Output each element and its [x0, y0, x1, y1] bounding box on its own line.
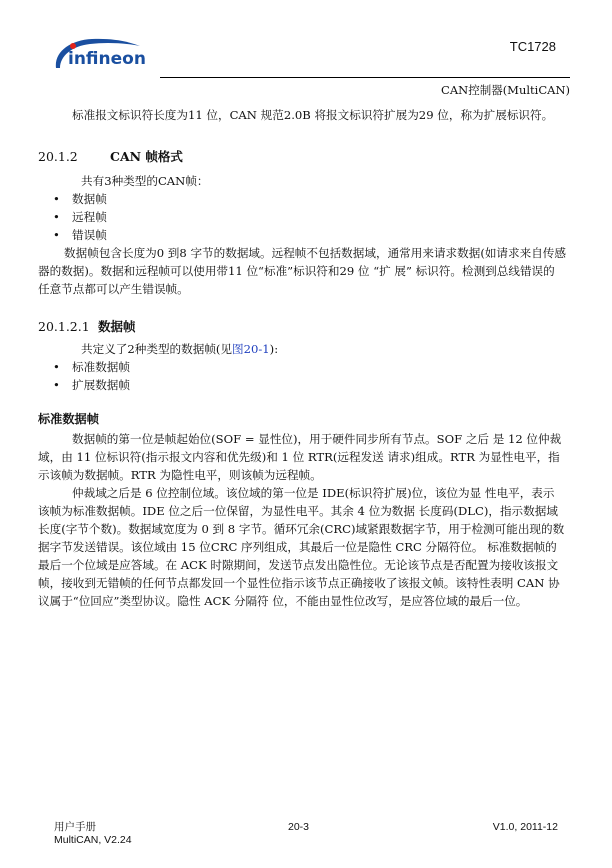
- bullet-icon: •: [53, 378, 60, 392]
- frame-type-list: [38, 190, 566, 244]
- footer-left: [54, 821, 132, 847]
- header-rule: [160, 77, 570, 78]
- standard-frame-paragraph-2: 仲裁域之后是 6 位控制位域。该位域的第一位是 IDE(标识符扩展)位，该位为显 性电平，表示该帧为标准数据帧。IDE 位之后一位保留，为显性电平。其余 4 位为数据 长度码(DLC)，指示数据域长度(字节个数)。数据域宽度为 0 到 8 字节。循环冗余(CRC)域紧跟数据字节，用于检测可能出现的数据字节发送错误。该位域由 15 位CRC 序列组成，其最后一位是隐性 CRC 分隔符位。 标准数据帧的最后一个位域是应答域。在 ACK 时隙期间，发送节点发出隐性位。无论该节点是否配置为接收该报文帧，接收到无错帧的任何节点都发回一个显性位指示该节点正确接收了该报文帧。该特性表明 CAN 协议属于“位回应”类型协议。隐性 ACK 分隔符 位，不能由显性位改写，是应答位域的最后一位。: [38, 486, 565, 608]
- footer-version: V1.0, 2011-12: [492, 821, 558, 833]
- list-item: • 远程帧: [53, 210, 107, 224]
- document-code: TC1728: [509, 39, 556, 54]
- section-title: CAN 帧格式: [110, 149, 183, 164]
- figure-link[interactable]: 图20-1: [232, 342, 270, 356]
- list-item: • 扩展数据帧: [53, 378, 130, 392]
- list-item: • 错误帧: [53, 228, 107, 242]
- list-item: • 数据帧: [53, 192, 107, 206]
- standard-frame-paragraph-1: 数据帧的第一位是帧起始位(SOF = 显性位)，用于硬件同步所有节点。SOF 之后 是 12 位仲裁域，由 11 位标识符(指示报文内容和优先级)和 1 位 RTR(远程发送 请求)组成。RTR 为显性电平，指示该帧为数据帧。RTR 为隐性电平，则该帧为远程帧。: [38, 432, 562, 482]
- logo-text: infineon: [68, 49, 146, 69]
- section-number: 20.1.2: [38, 149, 78, 164]
- list-item: • 标准数据帧: [53, 360, 130, 374]
- bullet-icon: •: [53, 192, 60, 206]
- data-frame-lead: 共定义了2种类型的数据帧(见图20-1):: [81, 342, 279, 356]
- data-frame-list: [38, 358, 566, 394]
- bullet-icon: •: [53, 210, 60, 224]
- bullet-icon: •: [53, 228, 60, 242]
- subsection-title: 数据帧: [98, 319, 136, 334]
- section-heading-20-1-2-1: [38, 318, 566, 336]
- footer-module-version: MultiCAN, V2.24: [54, 834, 132, 846]
- infineon-logo: [48, 34, 156, 80]
- footer-manual-label: 用户手册: [54, 821, 96, 833]
- frame-types-paragraph: 数据帧包含长度为0 到8 字节的数据域。远程帧不包括数据域，通常用来请求数据(如请求来自传感器的数据)。数据和远程帧可以使用带11 位“标准”标识符和29 位 “扩 展” 标识符。检测到总线错误的任意节点都可以产生错误帧。: [38, 246, 566, 296]
- subsection-number: 20.1.2.1: [38, 319, 90, 334]
- page-number: 20-3: [288, 821, 310, 833]
- section-reference: CAN控制器(MultiCAN): [441, 83, 570, 97]
- bullet-icon: •: [53, 360, 60, 374]
- page-content: [38, 106, 566, 610]
- standard-frame-heading: 标准数据帧: [38, 412, 99, 426]
- intro-paragraph: 标准报文标识符长度为11 位，CAN 规范2.0B 将报文标识符扩展为29 位，称为扩展标识符。: [72, 108, 554, 122]
- section-heading-20-1-2: [38, 148, 566, 166]
- frame-types-lead: 共有3种类型的CAN帧：: [81, 174, 209, 188]
